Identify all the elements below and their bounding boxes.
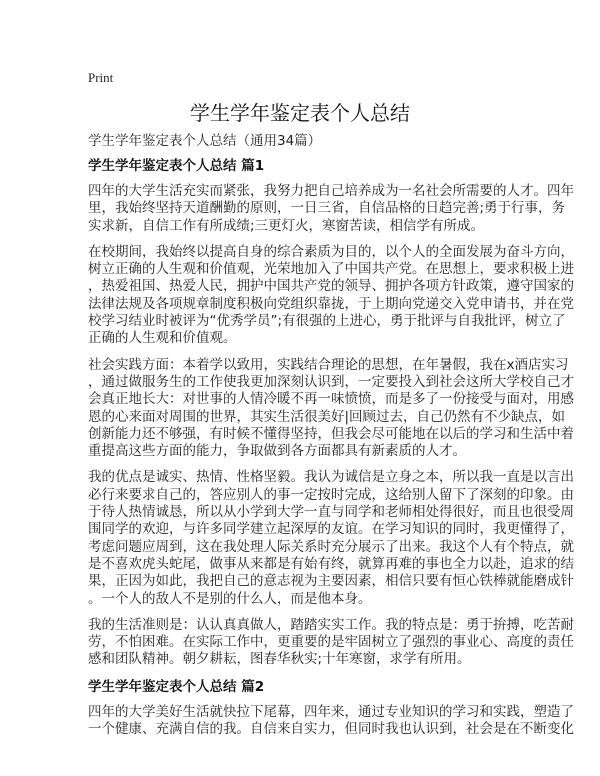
paragraph	[88, 243, 574, 348]
section-heading: 学生学年鉴定表个人总结 篇1	[88, 158, 265, 174]
text-line: 正确的人生观和价值观。	[88, 330, 237, 347]
text-line: 法律法规及各项规章制度积极向党组织靠拢，于上期向党递交入党申请书，并在党	[88, 295, 574, 312]
text-line: 果，正因为如此，我把自己的意志视为主要因素，相信只要有恒心铁棒就能磨成针	[88, 573, 574, 590]
text-line: 社会实践方面：本着学以致用，实践结合理论的思想，在年暑假，我在x酒店实习	[88, 356, 569, 373]
text-line: 四年的大学生活充实而紧张，我努力把自己培养成为一名社会所需要的人才。四年	[88, 183, 574, 199]
text-line: 实求新，自信工作有所成绩;三更灯火，寒窗苦读，相信学有所成。	[88, 217, 485, 234]
text-line: ，通过做服务生的工作使我更加深刻认识到，一定要投入到社会这所大学校自己才	[88, 373, 574, 390]
paragraph	[88, 183, 574, 235]
text-line: 重提高这些方面的能力，争取做到各方面都具有新素质的人才。	[88, 443, 466, 460]
document-body	[88, 132, 574, 747]
text-line: 创新能力还不够强，有时候不懂得坚持，但我会尽可能地在以后的学习和生活中着	[88, 425, 574, 442]
text-line: 一个健康、充满自信的我。自信来自实力，但同时我也认识到，社会是在不断变化	[88, 721, 574, 738]
text-line: 必行来要求自己的，答应别人的事一定按时完成，这给别人留下了深刻的印象。由	[88, 486, 574, 503]
paragraph	[88, 356, 574, 461]
text-line: 围同学的欢迎，与许多同学建立起深厚的友谊。在学习知识的同时，我更懂得了，	[88, 521, 574, 538]
text-line: 树立正确的人生观和价值观，光荣地加入了中国共产党。在思想上，要求积极上进	[88, 261, 574, 278]
text-line: 我的优点是诚实、热情、性格坚毅。我认为诚信是立身之本，所以我一直是以言出	[88, 469, 574, 486]
paragraph	[88, 469, 574, 607]
text-line: 于待人热情诚恳，所以从小学到大学一直与同学和老师相处得很好，而且也很受周	[88, 504, 574, 521]
page-title: 学生学年鉴定表个人总结	[190, 101, 410, 125]
text-line: 是不喜欢虎头蛇尾，做事从来都是有始有终，就算再难的事也全力以赴，追求的结	[88, 555, 574, 572]
text-line: 在校期间，我始终以提高自身的综合素质为目的，以个人的全面发展为奋斗方向，	[88, 243, 574, 260]
text-line: 会真正地长大：对世事的人情冷暖不再一味愤愤，而是多了一份接受与面对，用感	[88, 391, 574, 408]
text-line: 考虑问题应周到，这在我处理人际关系时充分展示了出来。我这个人有个特点，就	[88, 538, 574, 555]
text-line: 我的生活准则是：认认真真做人，踏踏实实工作。我的特点是：勇于拚搏，吃苦耐	[88, 616, 574, 633]
text-line: 四年的大学美好生活就快拉下尾幕，四年来，通过专业知识的学习和实践，塑造了	[88, 703, 574, 720]
paragraph	[88, 703, 574, 739]
section-heading: 学生学年鉴定表个人总结 篇2	[88, 678, 265, 695]
text-line: 劳，不怕困难。在实际工作中，更重要的是牢固树立了强烈的事业心、高度的责任	[88, 634, 574, 651]
text-line: 校学习结业时被评为“优秀学员”;有很强的上进心，勇于批评与自我批评，树立了	[88, 313, 566, 330]
document-subtitle: 学生学年鉴定表个人总结（通用34篇）	[88, 133, 322, 149]
text-line: 感和团队精神。朝夕耕耘，图春华秋实;十年寒窗，求学有所用。	[88, 651, 471, 668]
text-line: 。一个人的敌人不是别的什么人，而是他本身。	[88, 590, 372, 607]
text-line: ，热爱祖国、热爱人民，拥护中国共产党的领导、拥护各项方针政策，遵守国家的	[88, 278, 574, 295]
paragraph	[88, 616, 574, 669]
text-line: 恩的心来面对周围的世界，其实生活很美好|回顾过去，自己仍然有不少缺点，如	[88, 408, 566, 425]
text-line: 里，我始终坚持天道酬勤的原则，一日三省，自信品格的日趋完善;勇于行事，务	[88, 200, 566, 217]
print-link[interactable]: Print	[88, 70, 114, 85]
